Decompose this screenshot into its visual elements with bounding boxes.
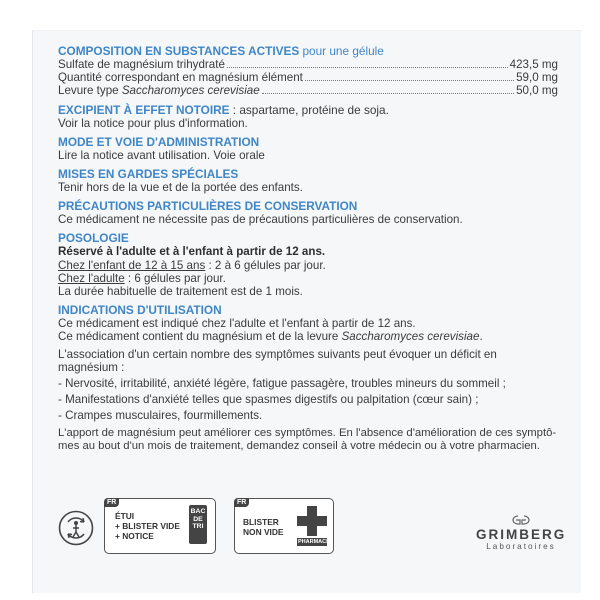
composition-row: Quantité correspondant en magnésium élément 59,0 mg	[58, 71, 558, 85]
indications-heading: INDICATIONS D'UTILISATION	[58, 303, 222, 318]
indications-bullet: - Nervosité, irritabilité, anxiété légère, fatigue passagère, troubles mineurs du sommeil ;	[58, 377, 506, 391]
indications-bullet: - Crampes musculaires, fourmillements.	[58, 409, 263, 423]
posologie-child: Chez l'enfant de 12 à 15 ans : 2 à 6 gélules par jour.	[58, 258, 326, 272]
indications-assoc: L'association d'un certain nombre des symptômes suivants peut évoquer un déficit en magnésium :	[58, 347, 497, 374]
sorting-badge-etui	[104, 498, 216, 554]
posologie-heading: POSOLOGIE	[58, 231, 129, 246]
indications-line1: Ce médicament est indiqué chez l'adulte et l'enfant à partir de 12 ans.	[58, 317, 416, 331]
posologie-duration: La durée habituelle de traitement est de 1 mois.	[58, 285, 303, 299]
mode-heading: MODE ET VOIE D'ADMINISTRATION	[58, 134, 260, 149]
country-flag-label: FR	[104, 498, 119, 507]
excipient-heading: EXCIPIENT À EFFET NOTOIRE : aspartame, protéine de soja.	[58, 102, 389, 117]
pharmacie-label: PHARMACIE	[298, 539, 332, 545]
mode-text: Lire la notice avant utilisation. Voie orale	[58, 148, 265, 162]
triman-recycle-icon	[58, 510, 94, 546]
sorting-bin-icon: BAC DE TRI	[189, 505, 207, 544]
precautions-heading: PRÉCAUTIONS PARTICULIÈRES DE CONSERVATION	[58, 199, 358, 214]
grimberg-logo-icon	[506, 514, 536, 526]
mises-heading: MISES EN GARDES SPÉCIALES	[58, 167, 239, 182]
excipient-text: Voir la notice pour plus d'information.	[58, 116, 248, 130]
posologie-adult: Chez l'adulte : 6 gélules par jour.	[58, 271, 226, 285]
composition-heading: COMPOSITION EN SUBSTANCES ACTIVES pour une gélule	[58, 44, 384, 58]
sorting-badge-blister	[234, 498, 334, 554]
sorting-badge-text: ÉTUI + BLISTER VIDE + NOTICE	[115, 511, 180, 541]
sorting-badge-text: BLISTER NON VIDE	[243, 517, 284, 537]
indications-bullet: - Manifestations d'anxiété telles que spasmes digestifs ou palpitation (cœur sain) ;	[58, 393, 479, 407]
indications-line2: Ce médicament contient du magnésium et de la levure Saccharomyces cerevisiae.	[58, 330, 483, 344]
leaflet-text	[58, 44, 558, 453]
posologie-bold: Réservé à l'adulte et à l'enfant à partir de 12 ans.	[58, 245, 326, 259]
composition-row: Sulfate de magnésium trihydraté 423,5 mg	[58, 58, 558, 71]
brand-subtitle: Laboratoires	[486, 542, 556, 551]
precautions-text: Ce médicament ne nécessite pas de précautions particulières de conservation.	[58, 213, 463, 227]
recycling-area	[58, 498, 567, 558]
mises-text: Tenir hors de la vue et de la portée des enfants.	[58, 181, 303, 195]
country-flag-label: FR	[234, 498, 249, 507]
brand-logo	[476, 514, 566, 551]
pharmacy-cross-icon	[297, 503, 332, 547]
composition-row: Levure type Saccharomyces cerevisiae 50,0 mg	[58, 84, 558, 98]
indications-final: L'apport de magnésium peut améliorer ces symptômes. En l'absence d'amélioration de ces symptô- mes au bout d'un mois de traitement, demandez conseil à votre médecin ou à votre pharmacien.	[58, 426, 557, 452]
brand-name: GRIMBERG	[476, 527, 567, 542]
